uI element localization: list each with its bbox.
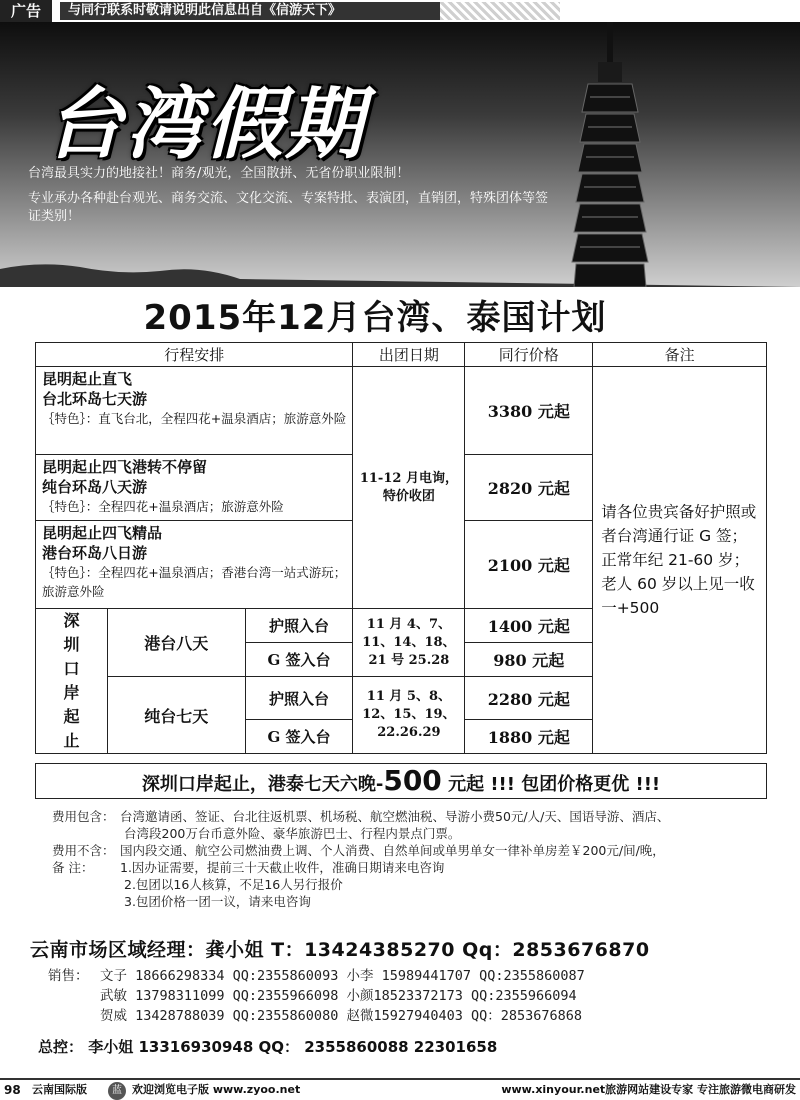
- fees-include-text: 台湾邀请函、签证、台北往返机票、机场税、航空燃油税、导游小费50元/人/天、国语导游、酒店、: [120, 809, 670, 824]
- entry-price: 1400 元起: [465, 609, 593, 643]
- page-number: 98: [4, 1083, 21, 1097]
- route-cell: [36, 367, 353, 455]
- magazine-logo-icon: 蓝: [108, 1082, 126, 1100]
- entry-type: G 签入台: [245, 643, 353, 677]
- promo-banner: [35, 763, 767, 799]
- route-price: 2820 元起: [465, 455, 593, 521]
- route-features: ｛特色｝：直飞台北，全程四花+温泉酒店；旅游意外险: [42, 411, 347, 426]
- hero-title: 台湾假期: [45, 80, 366, 170]
- top-notice: 与同行联系时敬请说明此信息出自《信游天下》: [60, 2, 440, 20]
- sales-contact-row: 贺威 13428788039 QQ:2355860080 赵微15927940403 QQ：2853676868: [100, 1008, 583, 1024]
- entry-type: 护照入台: [245, 677, 353, 720]
- header-dates: 出团日期: [353, 343, 465, 367]
- sales-contacts: [48, 966, 585, 1026]
- hills-silhouette: [0, 257, 800, 287]
- route-features: ｛特色｝：全程四花+温泉酒店；香港台湾一站式游玩；旅游意外险: [42, 565, 347, 599]
- promo-prefix: 深圳口岸起止，港泰七天六晚-: [141, 774, 384, 795]
- fees-include-text-2: 台湾段200万台币意外险、豪华旅游巴士、行程内景点门票。: [124, 826, 461, 841]
- remark-cell: 请各位贵宾备好护照或者台湾通行证 G 签；正常年纪 21-60 岁；老人 60 岁以上见一收一+500: [593, 367, 767, 754]
- fees-section: [52, 808, 782, 910]
- fees-include-label: 费用包含：: [52, 809, 115, 824]
- header-route: 行程安排: [36, 343, 353, 367]
- notes-label: 备 注：: [52, 860, 94, 875]
- sales-label: 销售：: [48, 968, 89, 984]
- magazine-name: 云南国际版: [32, 1083, 87, 1096]
- entry-type: 护照入台: [245, 609, 353, 643]
- fees-exclude-label: 费用不含：: [52, 843, 115, 858]
- note-item: 2.包团以16人核算，不足16人另行报价: [124, 877, 343, 892]
- promo-amount: 500: [383, 764, 442, 797]
- package-name: 纯台七天: [107, 677, 245, 754]
- package-dates: 11 月 4、7、11、14、18、21 号 25.28: [353, 609, 465, 677]
- plan-title: 2015年12月台湾、泰国计划: [143, 298, 607, 338]
- header-remark: 备注: [593, 343, 767, 367]
- route-origin: 昆明起止四飞港转不停留: [42, 458, 208, 476]
- hero-banner: [0, 22, 800, 287]
- hero-description: 专业承办各种赴台观光、商务交流、文化交流、专案特批、表演团，直销团，特殊团体等签证类别！: [28, 191, 549, 224]
- taipei-101-tower-image: [560, 22, 660, 287]
- promo-suffix: 元起 !!! 包团价格更优 !!!: [441, 774, 661, 795]
- package-name: 港台八天: [107, 609, 245, 677]
- ad-tag: 广告: [0, 0, 52, 22]
- e-edition-link: 欢迎浏览电子版 www.zyoo.net: [132, 1083, 301, 1096]
- entry-type: G 签入台: [245, 720, 353, 754]
- package-dates: 11 月 5、8、12、15、19、22.26.29: [353, 677, 465, 754]
- note-item: 1.因办证需要，提前三十天截止收件，准确日期请来电咨询: [120, 860, 445, 875]
- general-control-contact: 总控： 李小姐 13316930948 QQ： 2355860088 22301658: [38, 1038, 498, 1056]
- route-name: 纯台环岛八天游: [42, 478, 148, 496]
- route-features: ｛特色｝：全程四花+温泉酒店；旅游意外险: [42, 499, 284, 514]
- header-price: 同行价格: [465, 343, 593, 367]
- route-name: 港台环岛八日游: [42, 544, 148, 562]
- route-name: 台北环岛七天游: [42, 390, 148, 408]
- note-item: 3.包团价格一团一议，请来电咨询: [124, 894, 311, 909]
- sales-contact-row: 武敏 13798311099 QQ:2355966098 小颜18523372173 QQ:2355966094: [100, 988, 577, 1004]
- route-cell: [36, 521, 353, 609]
- hero-tagline: 台湾最具实力的地接社！商务/观光，全国散拼、无省份职业限制！: [28, 166, 410, 181]
- shenzhen-port-label: 深 圳 口 岸 起 止: [36, 609, 108, 754]
- decorative-stripes: [440, 2, 560, 20]
- table-row: [36, 367, 767, 455]
- entry-price: 1880 元起: [465, 720, 593, 754]
- entry-price: 980 元起: [465, 643, 593, 677]
- route-dates: 11-12 月电询，特价收团: [353, 367, 465, 609]
- fees-exclude-text: 国内段交通、航空公司燃油费上调、个人消费、自然单间或单男单女一律补单房差￥200元/间/晚，: [120, 843, 665, 858]
- route-origin: 昆明起止四飞精品: [42, 524, 163, 542]
- route-cell: [36, 455, 353, 521]
- table-header-row: [36, 343, 767, 367]
- footer-slogan: www.xinyour.net旅游网站建设专家 专注旅游微电商研发: [501, 1083, 796, 1096]
- page-footer: [0, 1078, 800, 1100]
- route-price: 2100 元起: [465, 521, 593, 609]
- schedule-table: [35, 342, 767, 754]
- sales-contact-row: 文子 18666298334 QQ:2355860093 小李 15989441707 QQ:2355860087: [100, 968, 585, 984]
- regional-manager-contact: 云南市场区域经理：龚小姐 T：13424385270 Qq：2853676870: [30, 939, 650, 961]
- route-price: 3380 元起: [465, 367, 593, 455]
- route-origin: 昆明起止直飞: [42, 370, 133, 388]
- entry-price: 2280 元起: [465, 677, 593, 720]
- top-bar: [0, 0, 800, 22]
